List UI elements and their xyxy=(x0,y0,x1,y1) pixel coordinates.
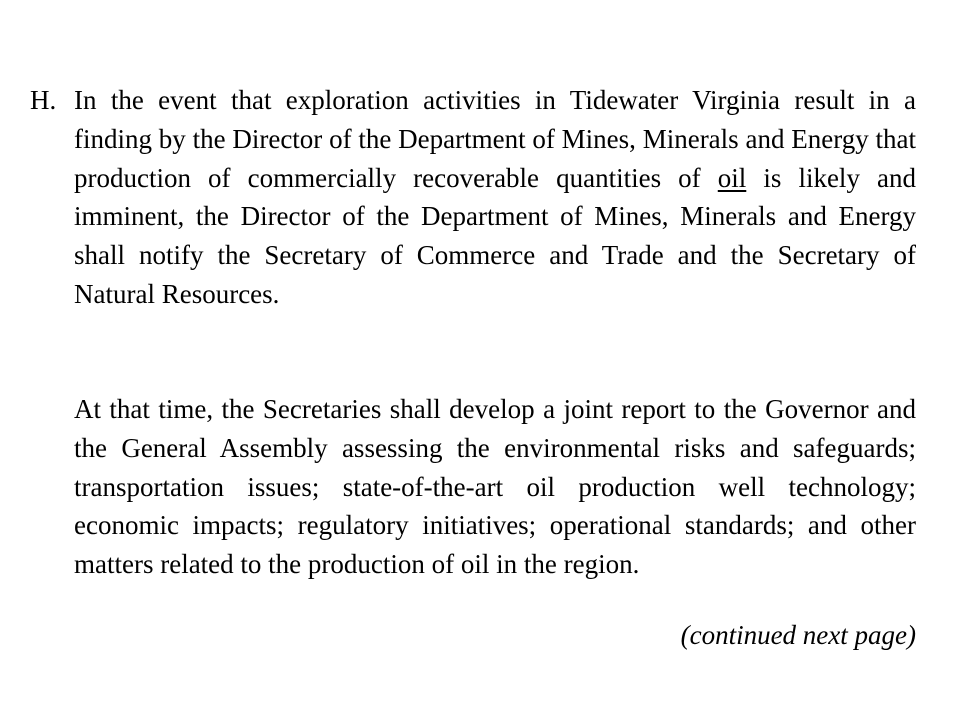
continued-next-page-label: (continued next page) xyxy=(680,620,916,650)
paragraph-2: At that time, the Secretaries shall develop a joint report to the Governor and the General Assembly assessing the environmental risks and safeguards; transportation issues; state-of-the-art oil production well technology; economic impacts; regulatory initiatives; operational standards; and other matters related to the production of oil in the region. xyxy=(74,394,916,580)
paragraph-1 xyxy=(74,81,916,314)
section-marker: H. xyxy=(30,85,57,115)
paragraph-1-text-before: In the event that exploration activities in Tidewater Virginia result in a finding by the Director of the Department of Mines, Minerals and Energy that production of commercially recoverable quantities of xyxy=(74,85,916,193)
paragraph-1-text-after: is likely and imminent, the Director of the Department of Mines, Minerals and Energy shall notify the Secretary of Commerce and Trade and the Secretary of Natural Resources. xyxy=(74,162,917,309)
underlined-word-oil: oil xyxy=(717,162,747,193)
